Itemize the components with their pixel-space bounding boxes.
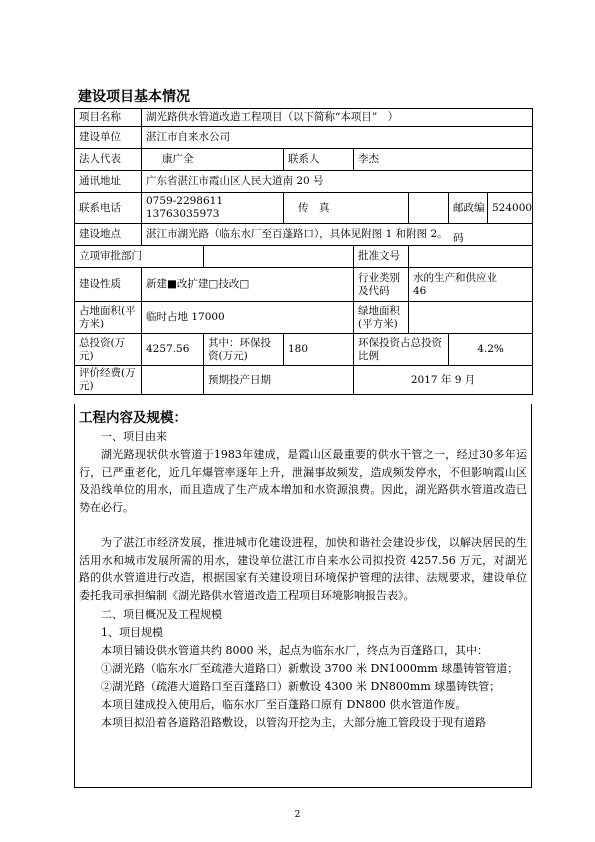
- heading-overview: 二、项目概况及工程规模: [101, 608, 222, 621]
- label-address: 通讯地址: [75, 171, 142, 193]
- row-project-name: [75, 109, 533, 127]
- industry-code: 46: [413, 284, 427, 297]
- project-content-box: [74, 404, 532, 788]
- value-industry: [409, 268, 533, 302]
- label-builder: 建设单位: [75, 127, 142, 149]
- industry-name: 水的生产和供应业: [413, 271, 497, 284]
- label-project-name: 项目名称: [75, 109, 142, 127]
- value-env-ratio: 4.2%: [449, 334, 533, 366]
- label-operation-date: 预期投产日期: [204, 366, 354, 395]
- row-builder: [75, 127, 533, 149]
- label-area: 占地面积(平方米): [75, 302, 142, 334]
- label-green-area: 绿地面积(平方米): [354, 302, 409, 334]
- value-nature: 新建■改扩建□技改□: [142, 268, 354, 302]
- value-project-name: 湖光路供水管道改造工程项目（以下简称“本项目” ）: [142, 109, 533, 127]
- label-legal-rep: 法人代表: [75, 149, 142, 171]
- label-contact: 联系人: [284, 149, 354, 171]
- value-postcode: 524000: [491, 201, 533, 214]
- label-env-investment: 其中：环保投资(万元): [204, 334, 284, 366]
- label-approval-no: 批准文号: [354, 246, 409, 268]
- value-approval-no: [409, 246, 533, 268]
- value-address: 广东省湛江市霞山区人民大道南 20 号: [142, 171, 533, 193]
- section-title: 建设项目基本情况: [78, 89, 190, 105]
- value-green-area: [409, 302, 533, 334]
- value-contact: 李杰: [354, 149, 533, 171]
- phone-line-1: 0759-2298611: [146, 195, 224, 207]
- label-env-ratio: 环保投资占总投资比例: [354, 334, 449, 366]
- value-area: 临时占地 17000: [142, 302, 354, 334]
- label-phone: 联系电话: [75, 193, 142, 224]
- row-address: [75, 171, 533, 193]
- heading-project-origin: 一、项目由来: [101, 430, 167, 443]
- page-number: 2: [294, 810, 301, 820]
- row-approval: [75, 246, 533, 268]
- item-segment-1: ①湖光路（临东水厂至疏港大道路口）新敷设 3700 米 DN1000mm 球墨铸管管道；: [101, 662, 519, 675]
- fax-value-cell: [409, 193, 449, 224]
- value-approval-dept: [204, 246, 354, 268]
- value-eval-fee: [142, 366, 204, 395]
- label-location: 建设地点: [75, 224, 142, 246]
- value-operation-date: 2017 年 9 月: [354, 366, 533, 395]
- label-approval-dept: 立项审批部门: [75, 246, 204, 268]
- row-nature: [75, 268, 533, 302]
- value-location: 湛江市湖光路（临东水厂至百蓬路口），具体见附图 1 和附图 2。: [142, 224, 533, 246]
- row-area: [75, 302, 533, 334]
- value-legal-rep: 康广全: [142, 149, 284, 171]
- postcode-cell: [449, 193, 533, 244]
- value-env-investment: 180: [284, 334, 354, 366]
- row-eval-fee: [75, 366, 533, 395]
- row-phone: [75, 193, 533, 224]
- paragraph-origin-2: 为了湛江市经济发展，推进城市化建设进程，加快和谐社会建设步伐，以解决居民的生活用水和城市发展所需的用水，建设单位湛江市自来水公司拟投资 4257.56 万元，对湖光路的供水管道进行改造，根据国家有关建设项目环境保护管理的法律、法规要求，建设单位委托我司承担编制《湖光路供水管道改造工程项目环境影响报告表》。: [79, 536, 527, 602]
- label-eval-fee: 评价经费(万元): [75, 366, 142, 395]
- paragraph-origin-1: 湖光路现状供水管道于1983年建成，是霞山区最重要的供水干管之一，经过30多年运行，已严重老化，近几年爆管率逐年上升，泄漏事故频发，造成频发停水，不但影响霞山区及沿线单位的用水，而且造成了生产成本增加和水资源浪费。因此，湖光路供水管道改造已势在必行。: [79, 448, 527, 514]
- label-total-investment: 总投资(万元): [75, 334, 142, 366]
- paragraph-scale: 本项目铺设供水管道共约 8000 米，起点为临东水厂，终点为百蓬路口，其中：: [101, 644, 488, 657]
- label-nature: 建设性质: [75, 268, 142, 302]
- paragraph-laying: 本项目拟沿着各道路沿路敷设，以管沟开挖为主，大部分施工管段设于现有道路: [101, 716, 486, 729]
- paragraph-abandon: 本项目建成投入使用后，临东水厂至百蓬路口原有 DN800 供水管道作废。: [101, 698, 467, 711]
- phone-line-2: 13763035973: [146, 208, 220, 220]
- value-total-investment: 4257.56: [142, 334, 204, 366]
- value-phone: [142, 193, 284, 224]
- row-legal-rep: [75, 149, 533, 171]
- label-fax: 传 真: [284, 193, 409, 224]
- item-segment-2: ②湖光路（疏港大道路口至百蓬路口）新敷设 4300 米 DN800mm 球墨铸铁管；: [101, 680, 501, 693]
- content-title: 工程内容及规模：: [79, 410, 187, 426]
- basic-info-table: [74, 108, 533, 395]
- label-postcode: 邮政编码: [449, 193, 488, 223]
- label-industry: 行业类别及代码: [354, 268, 409, 302]
- value-builder: 湛江市自来水公司: [142, 127, 533, 149]
- heading-scale: 1、项目规模: [101, 626, 163, 639]
- row-investment: [75, 334, 533, 366]
